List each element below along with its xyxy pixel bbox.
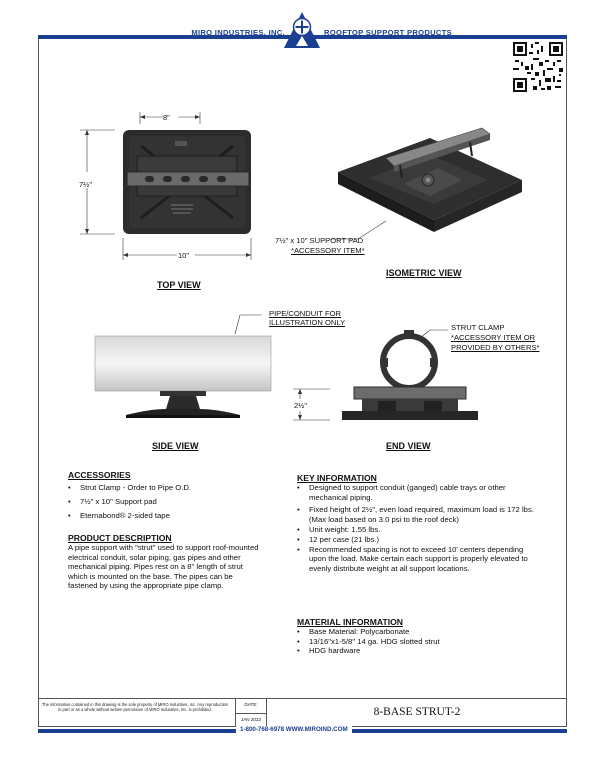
- company-name: MIRO INDUSTRIES, INC.: [191, 28, 285, 37]
- accessories-title: ACCESSORIES: [68, 470, 131, 480]
- list-item: • Recommended spacing is not to exceed 10' centers depending upon the load. Make certain each support is properly elevated to evenly distribute weight at all support locations.: [297, 545, 537, 574]
- strut-clamp-callout: STRUT CLAMP: [451, 323, 505, 332]
- end-view-label: END VIEW: [386, 441, 431, 451]
- list-item: • 12 per case (21 lbs.): [297, 535, 537, 545]
- accessories-section: [68, 470, 273, 523]
- support-pad-callout: 7½" x 10" SUPPORT PAD: [275, 236, 364, 245]
- dim-width-bottom: 10": [178, 251, 190, 260]
- date-value: JAN 2022: [240, 717, 262, 722]
- pipe-callout-line1: PIPE/CONDUIT FOR: [269, 309, 342, 318]
- material-information-title: MATERIAL INFORMATION: [297, 617, 403, 627]
- material-information-section: [297, 617, 537, 656]
- product-description-title: PRODUCT DESCRIPTION: [68, 533, 172, 543]
- dim-width-top: 8": [163, 113, 170, 122]
- legal-notice: The information contained in this drawing is the sole property of MIRO Industries, Inc. Any reproduction in part or as a whole without written permission of MIRO Industries, Inc. is prohibited.: [41, 702, 229, 712]
- list-item: • Fixed height of 2½", even load required, maximum load is 172 lbs. (Max load based on 3.0 psi to the roof deck): [297, 505, 537, 524]
- dim-height: 7½": [79, 180, 93, 189]
- material-information-list: [297, 627, 537, 656]
- list-item: • Eternabond® 2-sided tape: [68, 509, 273, 523]
- list-item: • 7½" x 10" Support pad: [68, 495, 273, 509]
- pipe-callout-line2: ILLUSTRATION ONLY: [269, 318, 346, 327]
- date-cell: [235, 698, 266, 727]
- list-item: • HDG hardware: [297, 646, 537, 656]
- isometric-view-drawing: [330, 120, 530, 250]
- side-view-drawing: [90, 305, 290, 430]
- strut-clamp-note-line1: *ACCESSORY ITEM OR: [451, 333, 536, 342]
- list-item: • Designed to support conduit (ganged) cable trays or other mechanical piping.: [297, 483, 537, 502]
- top-view-drawing: [75, 108, 265, 268]
- list-item: • Strut Clamp - Order to Pipe O.D.: [68, 481, 273, 495]
- top-view-label: TOP VIEW: [157, 280, 201, 290]
- strut-clamp-note-line2: PROVIDED BY OTHERS*: [451, 343, 540, 352]
- drawing-name: 8-BASE STRUT-2: [373, 706, 461, 718]
- product-description-section: [68, 533, 273, 591]
- list-item: • Unit weight: 1.55 lbs.: [297, 525, 537, 535]
- qr-code-icon[interactable]: [513, 42, 563, 92]
- list-item: • 13/16"x1-5/8" 14 ga. HDG slotted strut: [297, 637, 537, 647]
- product-description-text: A pipe support with "strut" used to support roof-mounted electrical conduit, solar piping, gas pipes and other mechanical piping. Pipes rest on a 8" length of strut which is mounted on the base. The pipes can be fastened by using the appropriate pipe clamp.: [68, 543, 259, 590]
- key-information-list: [297, 483, 537, 573]
- support-pad-accessory-note: *ACCESSORY ITEM*: [291, 246, 365, 255]
- list-item: • Base Material: Polycarbonate: [297, 627, 537, 637]
- drawing-name-cell: [266, 698, 567, 727]
- isometric-view-label: ISOMETRIC VIEW: [386, 268, 462, 278]
- side-view-label: SIDE VIEW: [152, 441, 199, 451]
- dim-fixed-height: 2½": [294, 401, 308, 410]
- accessories-list: [68, 481, 273, 523]
- header-tagline: ROOFTOP SUPPORT PRODUCTS: [324, 28, 453, 37]
- date-label: DATE:: [244, 702, 258, 707]
- key-information-title: KEY INFORMATION: [297, 473, 377, 483]
- key-information-section: [297, 473, 537, 573]
- footer-contact[interactable]: 1-800-768-6978 WWW.MIROIND.COM: [236, 726, 352, 733]
